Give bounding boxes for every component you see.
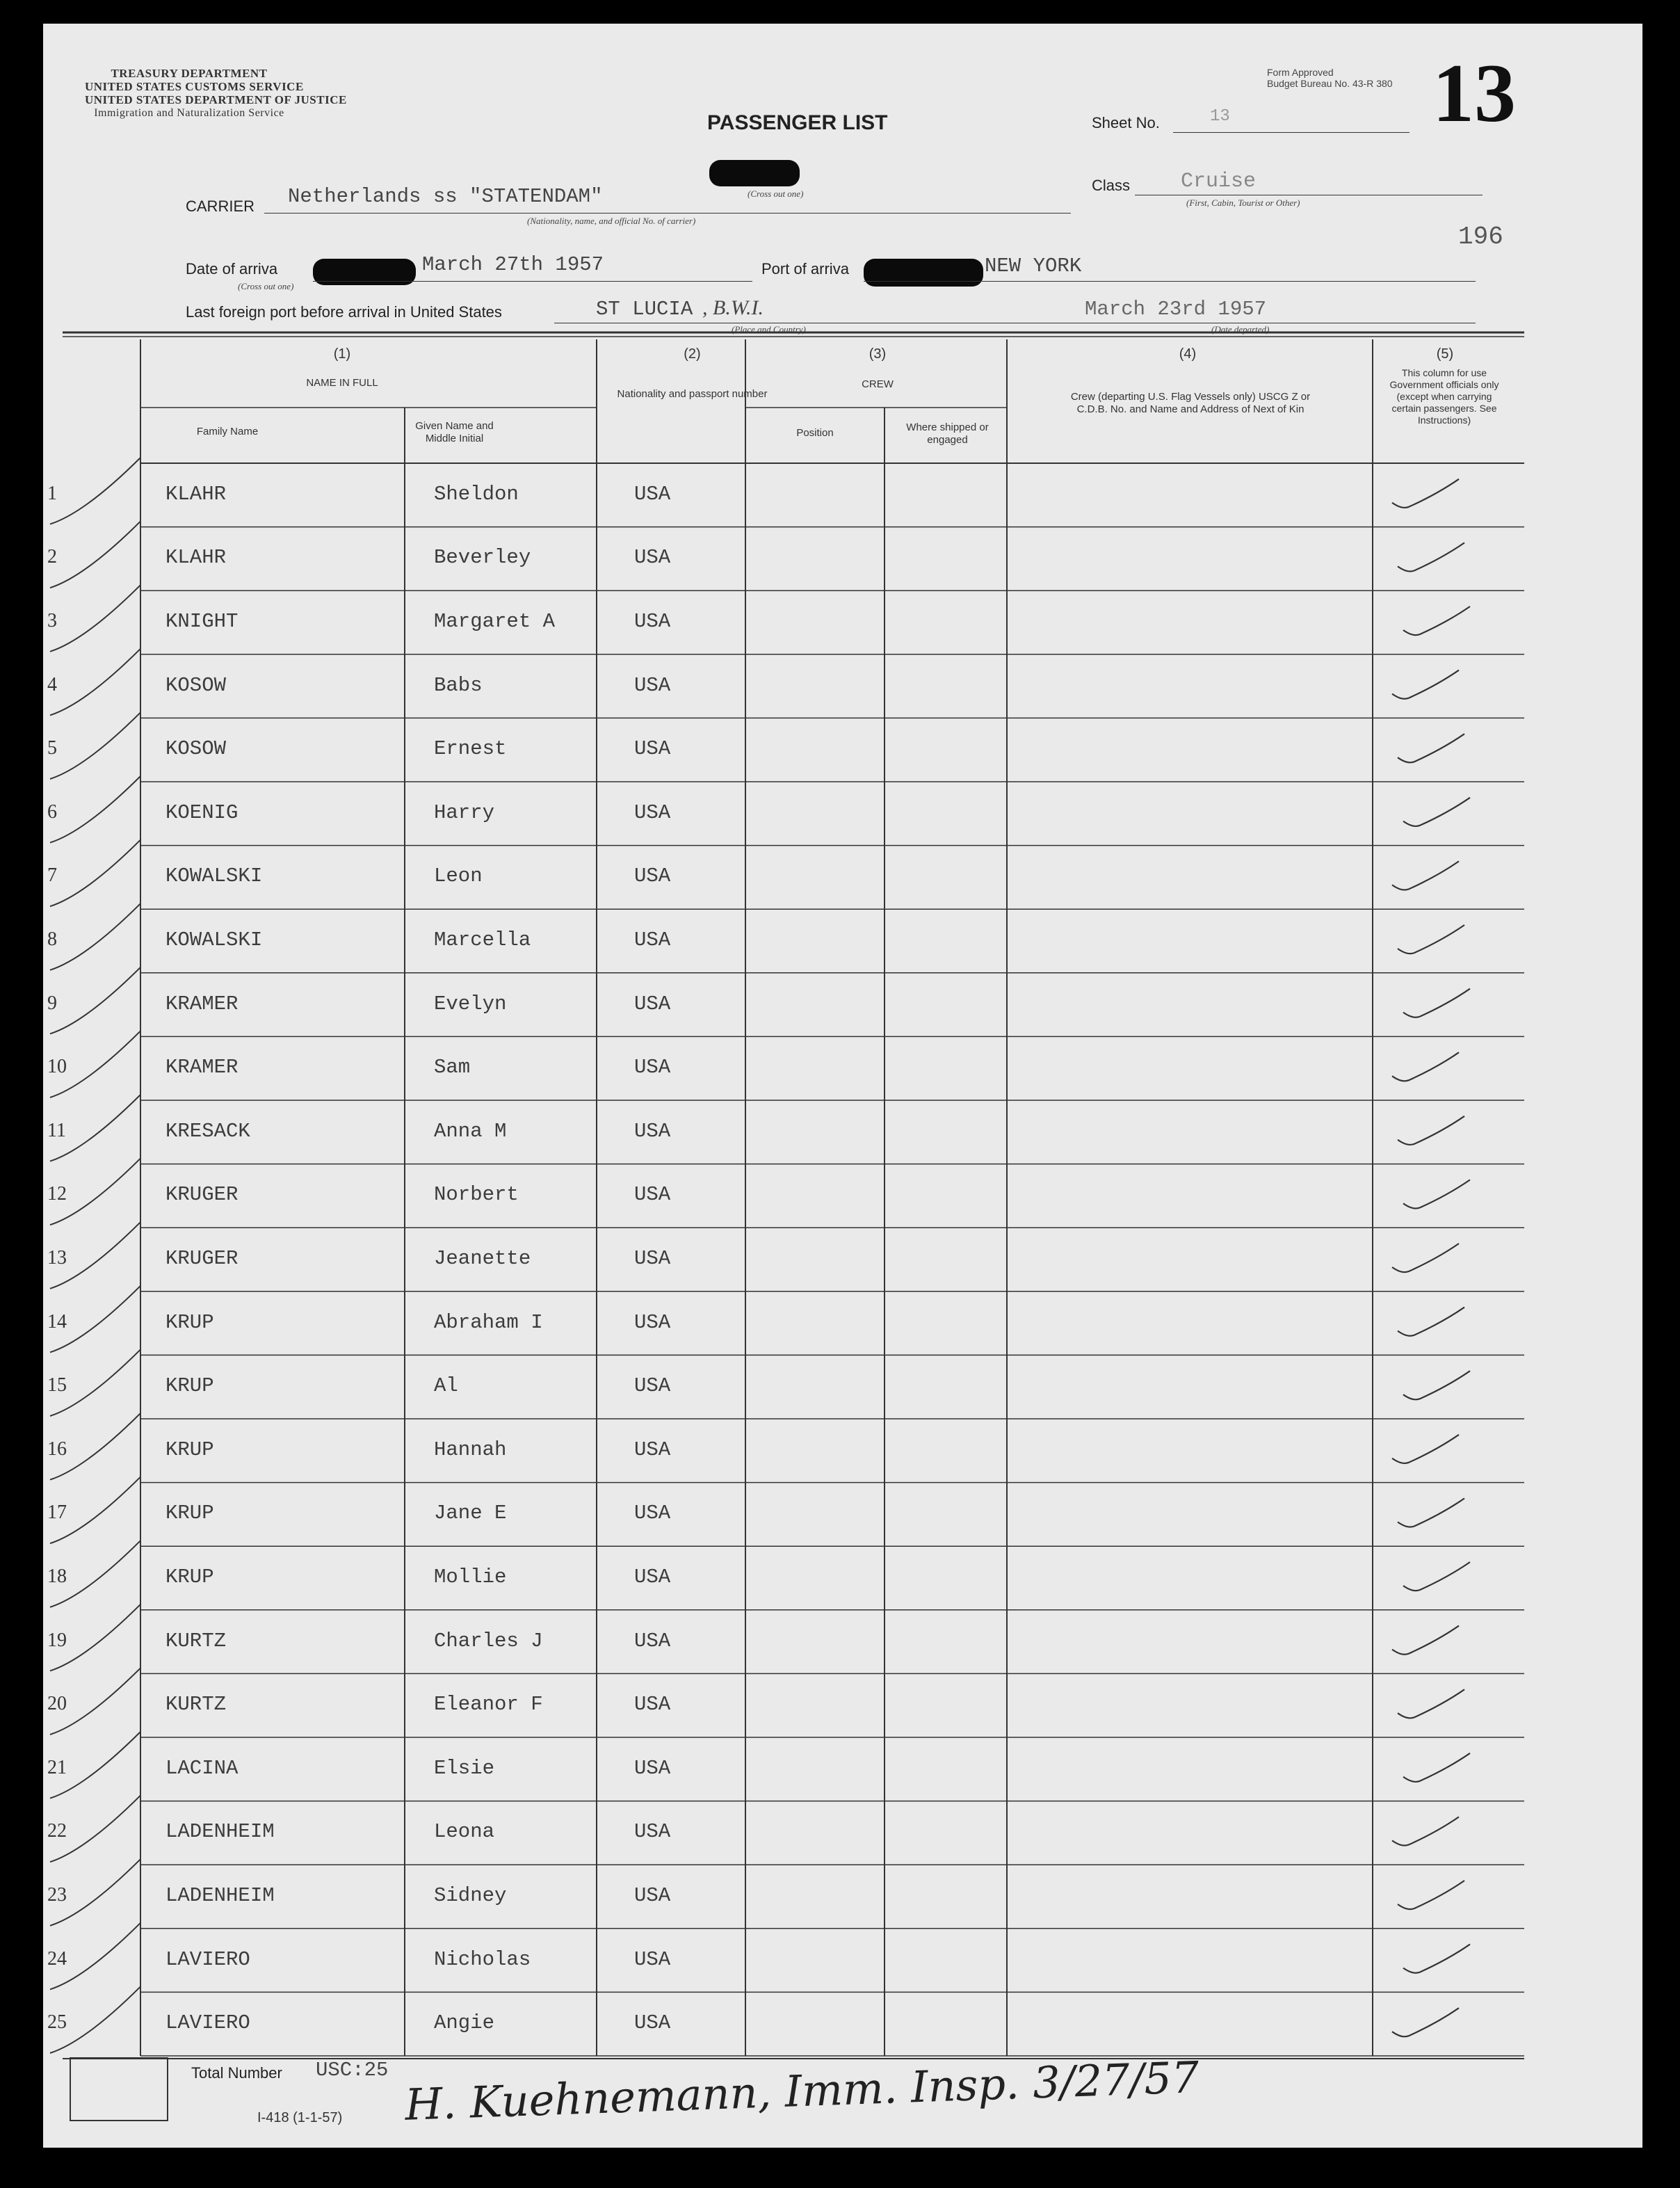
nationality-cell: USA (634, 1947, 671, 1971)
row-number: 11 (47, 1119, 66, 1141)
given-name-cell: Evelyn (434, 992, 507, 1015)
row-number: 9 (47, 992, 57, 1014)
given-name-cell: Leon (434, 864, 483, 888)
nationality-cell: USA (634, 1884, 671, 1907)
check-mark-icon (1392, 479, 1459, 508)
inspector-tick-mark (50, 967, 140, 1034)
row-number: 16 (47, 1438, 67, 1460)
agency-line: TREASURY DEPARTMENT (111, 67, 268, 80)
row-number: 7 (47, 864, 57, 887)
check-mark-icon (1392, 670, 1459, 699)
row-number: 1 (47, 482, 57, 504)
given-name-cell: Ernest (434, 737, 507, 761)
check-mark-icon (1403, 1753, 1470, 1782)
inspector-tick-mark (50, 840, 140, 907)
row-number: 13 (47, 1247, 67, 1269)
office-box (70, 2057, 168, 2121)
col3-number: (3) (869, 346, 887, 362)
check-mark-icon (1398, 1308, 1464, 1336)
family-name-cell: KRUP (165, 1566, 214, 1588)
where-header: Where shipped or engaged (906, 421, 989, 446)
family-name-cell: KRAMER (165, 992, 239, 1015)
check-mark-icon (1392, 1817, 1459, 1845)
row-number: 6 (47, 801, 57, 823)
check-mark-icon (1392, 1052, 1459, 1081)
given-name-cell: Charles J (434, 1629, 543, 1652)
check-mark-icon (1403, 989, 1470, 1017)
given-name-cell: Norbert (434, 1183, 519, 1207)
nationality-cell: USA (634, 1756, 671, 1780)
total-value: USC:25 (316, 2059, 389, 2082)
class-value: Cruise (1181, 170, 1257, 193)
row-number: 24 (47, 1947, 67, 1970)
nationality-cell: USA (634, 2011, 671, 2035)
nationality-cell: USA (634, 482, 671, 506)
departed-caption: (Date departed) (1211, 324, 1270, 335)
document-sheet (43, 24, 1642, 2148)
family-name-cell: KOSOW (165, 673, 227, 697)
col2-title: Nationality and passport number (617, 388, 768, 400)
stamp-number: 13 (1432, 47, 1516, 139)
carrier-label: CARRIER (186, 198, 255, 215)
inspector-tick-mark (50, 712, 140, 779)
agency-line: UNITED STATES DEPARTMENT OF JUSTICE (85, 93, 347, 106)
family-name-cell: LAVIERO (165, 2011, 250, 2035)
col5-number: (5) (1436, 346, 1454, 362)
family-name-cell: KURTZ (165, 1629, 227, 1652)
agency-line: Immigration and Naturalization Service (94, 107, 284, 119)
row-number: 5 (47, 737, 57, 759)
family-name-cell: LADENHEIM (165, 1820, 275, 1844)
given-name-cell: Jane E (434, 1502, 507, 1525)
col2-number: (2) (684, 346, 701, 362)
family-name-cell: KRUGER (165, 1183, 239, 1207)
given-name-cell: Al (434, 1374, 458, 1398)
check-mark-icon (1398, 1498, 1464, 1527)
departed-value: March 23rd 1957 (1085, 298, 1267, 321)
family-name-cell: KRUP (165, 1438, 214, 1461)
position-header: Position (796, 427, 834, 439)
given-name-cell: Anna M (434, 1119, 507, 1143)
row-number: 21 (47, 1756, 67, 1778)
page-number: 196 (1458, 223, 1503, 251)
inspector-signature: H. Kuehnemann, Imm. Insp. 3/27/57 (404, 2052, 1200, 2130)
check-mark-icon (1403, 1945, 1470, 1973)
given-name-cell: Marcella (434, 928, 531, 951)
family-name-cell: KOSOW (165, 737, 227, 761)
row-number: 15 (47, 1374, 67, 1397)
last-port-label: Last foreign port before arrival in United States (186, 303, 502, 321)
col3-title: CREW (862, 378, 894, 390)
check-mark-icon (1392, 861, 1459, 890)
family-name-cell: KRUP (165, 1502, 214, 1525)
sheet-value: 13 (1210, 107, 1230, 126)
inspector-tick-mark (50, 649, 140, 716)
table-grid (43, 24, 1642, 2148)
budget-bureau: Budget Bureau No. 43-R 380 (1267, 78, 1393, 89)
date-label: Date of arriva (186, 260, 278, 277)
nationality-cell: USA (634, 1502, 671, 1525)
family-name-cell: KLAHR (165, 482, 227, 506)
check-mark-icon (1392, 2008, 1459, 2036)
given-name-cell: Sheldon (434, 482, 519, 506)
family-name-cell: KOENIG (165, 801, 239, 824)
port-label: Port of arriva (761, 260, 849, 277)
last-port-country: , B.W.I. (702, 296, 764, 319)
title-caption: (Cross out one) (748, 188, 804, 199)
given-name-cell: Eleanor F (434, 1693, 543, 1716)
row-number: 17 (47, 1502, 67, 1524)
given-name-cell: Babs (434, 673, 483, 697)
date-caption: (Cross out one) (238, 281, 294, 291)
row-number: 2 (47, 546, 57, 568)
given-name-cell: Beverley (434, 546, 531, 570)
family-name-cell: KRUP (165, 1310, 214, 1334)
inspector-tick-mark (50, 458, 140, 524)
nationality-cell: USA (634, 992, 671, 1015)
nationality-cell: USA (634, 1566, 671, 1588)
inspector-tick-mark (50, 776, 140, 843)
nationality-cell: USA (634, 1119, 671, 1143)
check-mark-icon (1403, 798, 1470, 826)
row-number: 23 (47, 1884, 67, 1906)
family-name-cell: KURTZ (165, 1693, 227, 1716)
check-mark-icon (1392, 1626, 1459, 1655)
family-name-cell: KOWALSKI (165, 928, 263, 951)
check-mark-icon (1403, 1562, 1470, 1591)
given-name-cell: Abraham I (434, 1310, 543, 1334)
page-title: PASSENGER LIST (707, 111, 888, 134)
family-name-cell: LACINA (165, 1756, 239, 1780)
nationality-cell: USA (634, 1693, 671, 1716)
row-number: 25 (47, 2011, 67, 2034)
family-name-cell: LAVIERO (165, 1947, 250, 1971)
check-mark-icon (1403, 1371, 1470, 1399)
agency-line: UNITED STATES CUSTOMS SERVICE (85, 80, 304, 93)
check-mark-icon (1403, 606, 1470, 635)
check-mark-icon (1398, 925, 1464, 954)
given-name-cell: Harry (434, 801, 495, 824)
col1-number: (1) (333, 346, 351, 362)
nationality-cell: USA (634, 610, 671, 633)
last-port-value: ST LUCIA (596, 298, 693, 321)
inspector-tick-mark (50, 585, 140, 652)
check-mark-icon (1398, 1116, 1464, 1145)
row-number: 12 (47, 1183, 67, 1205)
given-name-cell: Hannah (434, 1438, 507, 1461)
given-name-cell: Elsie (434, 1756, 495, 1780)
given-name-cell: Sam (434, 1056, 471, 1079)
nationality-cell: USA (634, 1374, 671, 1398)
check-mark-icon (1392, 1435, 1459, 1463)
family-name-cell: KRUGER (165, 1247, 239, 1270)
nationality-cell: USA (634, 546, 671, 570)
nationality-cell: USA (634, 1247, 671, 1270)
port-value: NEW YORK (985, 255, 1082, 277)
nationality-cell: USA (634, 1310, 671, 1334)
given-name-cell: Leona (434, 1820, 495, 1844)
given-name-cell: Angie (434, 2011, 495, 2035)
check-mark-icon (1398, 1881, 1464, 1909)
family-name-cell: KRAMER (165, 1056, 239, 1079)
row-number: 8 (47, 928, 57, 950)
nationality-cell: USA (634, 1820, 671, 1844)
nationality-cell: USA (634, 928, 671, 951)
check-mark-icon (1398, 542, 1464, 571)
carrier-value: Netherlands ss "STATENDAM" (288, 185, 603, 208)
check-mark-icon (1398, 734, 1464, 762)
family-name-cell: KLAHR (165, 546, 227, 570)
col4-number: (4) (1179, 346, 1197, 362)
nationality-cell: USA (634, 737, 671, 761)
nationality-cell: USA (634, 673, 671, 697)
nationality-cell: USA (634, 1183, 671, 1207)
sheet-label: Sheet No. (1092, 114, 1160, 131)
nationality-cell: USA (634, 1056, 671, 1079)
class-caption: (First, Cabin, Tourist or Other) (1186, 198, 1300, 208)
form-approved: Form Approved (1267, 67, 1334, 78)
nationality-cell: USA (634, 1629, 671, 1652)
row-number: 19 (47, 1629, 67, 1651)
row-number: 10 (47, 1056, 67, 1078)
form-code: I-418 (1-1-57) (257, 2110, 343, 2125)
last-port-caption: (Place and Country) (732, 324, 806, 335)
row-number: 22 (47, 1820, 67, 1842)
nationality-cell: USA (634, 1438, 671, 1461)
given-name-cell: Margaret A (434, 610, 556, 633)
class-label: Class (1092, 177, 1131, 194)
family-name-cell: KRUP (165, 1374, 214, 1398)
row-number: 14 (47, 1310, 67, 1333)
family-name-cell: LADENHEIM (165, 1884, 275, 1907)
family-name-cell: KOWALSKI (165, 864, 263, 888)
family-header: Family Name (196, 426, 259, 437)
inspector-tick-mark (50, 903, 140, 970)
given-header: Given Name and Middle Initial (415, 420, 494, 444)
check-mark-icon (1403, 1180, 1470, 1208)
row-number: 20 (47, 1693, 67, 1715)
family-name-cell: KRESACK (165, 1119, 250, 1143)
col5-title: This column for use Government officials only (except when carrying certain passengers. See Instructions) (1389, 367, 1499, 426)
check-mark-icon (1398, 1689, 1464, 1718)
given-name-cell: Sidney (434, 1884, 507, 1907)
given-name-cell: Nicholas (434, 1947, 531, 1971)
col1-title: NAME IN FULL (306, 377, 378, 389)
nationality-cell: USA (634, 801, 671, 824)
given-name-cell: Mollie (434, 1566, 507, 1588)
given-name-cell: Jeanette (434, 1247, 531, 1270)
row-number: 3 (47, 610, 57, 632)
col4-title: Crew (departing U.S. Flag Vessels only) USCG Z or C.D.B. No. and Name and Address of Next of Kin (1070, 391, 1311, 415)
nationality-cell: USA (634, 864, 671, 888)
carrier-caption: (Nationality, name, and official No. of carrier) (527, 216, 696, 226)
date-value: March 27th 1957 (422, 253, 604, 276)
check-mark-icon (1392, 1244, 1459, 1272)
family-name-cell: KNIGHT (165, 610, 239, 633)
row-number: 4 (47, 673, 57, 695)
total-label: Total Number (191, 2064, 282, 2082)
row-number: 18 (47, 1566, 67, 1587)
inspector-tick-mark (50, 522, 140, 588)
